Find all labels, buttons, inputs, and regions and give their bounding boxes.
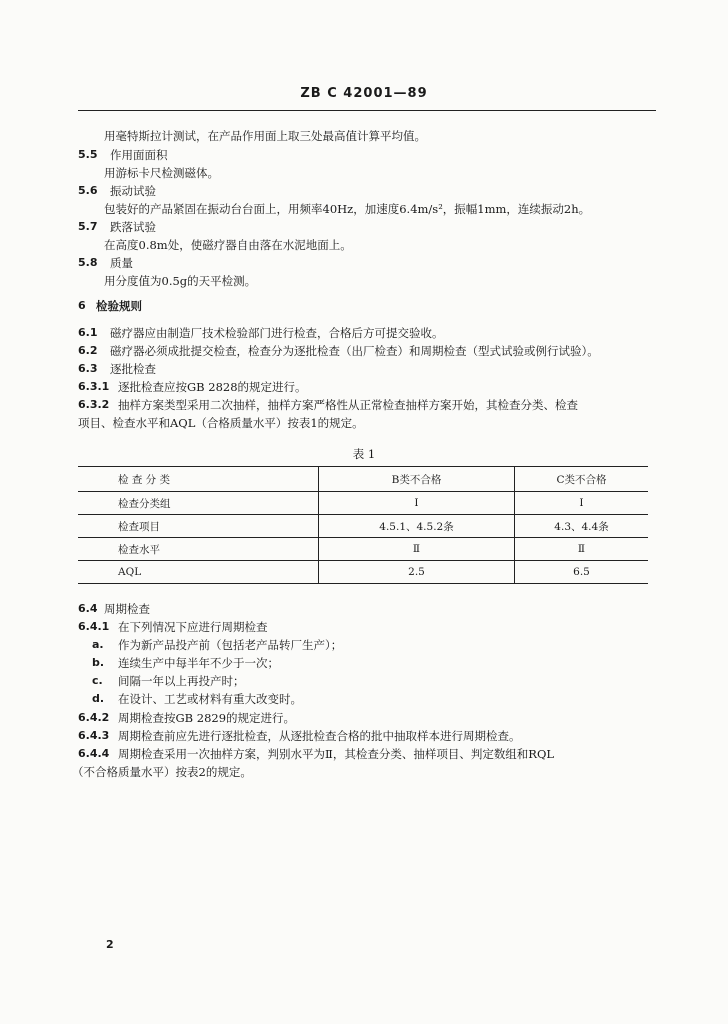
- section-5-7-number: 5.7: [78, 220, 98, 233]
- item-6-4-1-text: 在下列情况下应进行周期检查: [118, 620, 268, 634]
- table-row: [78, 561, 648, 584]
- item-6-4-3-text: 周期检查前应先进行逐批检查，从逐批检查合格的批中抽取样本进行周期检查。: [118, 729, 521, 743]
- item-6-1-text: 磁疗器应由制造厂技术检验部门进行检查，合格后方可提交验收。: [110, 326, 444, 340]
- item-6-2-number: 6.2: [78, 344, 98, 357]
- item-6-4-2-text: 周期检查按GB 2829的规定进行。: [118, 711, 296, 725]
- item-6-3-text: 逐批检查: [110, 362, 156, 376]
- section-5-6-number: 5.6: [78, 184, 98, 197]
- section-5-6-title: 振动试验: [110, 184, 156, 198]
- table-1: [78, 466, 648, 584]
- section-5-5-body: 用游标卡尺检测磁体。: [104, 166, 219, 180]
- table-row: [78, 515, 648, 538]
- item-6-3-1-number: 6.3.1: [78, 380, 110, 393]
- table-cell: 检查水平: [78, 538, 319, 561]
- table-cell: Ⅰ: [319, 492, 515, 515]
- intro-line: 用毫特斯拉计测试，在产品作用面上取三处最高值计算平均值。: [104, 129, 426, 143]
- table-1-caption: 表 1: [352, 447, 376, 461]
- item-6-3-2-number: 6.3.2: [78, 398, 110, 411]
- section-5-8-body: 用分度值为0.5g的天平检测。: [104, 274, 257, 288]
- table-cell: 4.3、4.4条: [515, 515, 649, 538]
- item-6-3-number: 6.3: [78, 362, 98, 375]
- item-6-4-3-number: 6.4.3: [78, 729, 110, 742]
- section-5-8-title: 质量: [110, 256, 133, 270]
- table-header-class-c: C类不合格: [515, 467, 649, 492]
- list-item-b-label: b.: [92, 656, 105, 669]
- item-6-4-4-continuation: （不合格质量水平）按表2的规定。: [72, 765, 252, 779]
- list-item-a-label: a.: [92, 638, 104, 651]
- section-5-6-body: 包装好的产品紧固在振动台台面上，用频率40Hz，加速度6.4m/s²，振幅1mm，连续振动2h。: [104, 202, 591, 216]
- item-6-4-2-number: 6.4.2: [78, 711, 110, 724]
- section-5-7-body: 在高度0.8m处，使磁疗器自由落在水泥地面上。: [104, 238, 352, 252]
- table-cell: Ⅱ: [319, 538, 515, 561]
- list-item-c-label: c.: [92, 674, 103, 687]
- page-number: 2: [106, 938, 114, 951]
- table-cell: 6.5: [515, 561, 649, 584]
- section-5-8-number: 5.8: [78, 256, 98, 269]
- table-cell: Ⅱ: [515, 538, 649, 561]
- table-cell: 4.5.1、4.5.2条: [319, 515, 515, 538]
- header-rule: [78, 110, 656, 111]
- table-cell: Ⅰ: [515, 492, 649, 515]
- list-item-a-text: 作为新产品投产前（包括老产品转厂生产）；: [118, 638, 343, 652]
- table-row: [78, 492, 648, 515]
- item-6-4-number: 6.4: [78, 602, 98, 615]
- item-6-4-1-number: 6.4.1: [78, 620, 110, 633]
- standard-code-header: ZB C 42001—89: [300, 86, 428, 101]
- item-6-3-2-continuation: 项目、检查水平和AQL（合格质量水平）按表1的规定。: [78, 416, 364, 430]
- list-item-d-text: 在设计、工艺或材料有重大改变时。: [118, 692, 302, 706]
- chapter-6-title: 检验规则: [96, 299, 142, 313]
- section-5-5-title: 作用面面积: [110, 148, 168, 162]
- section-5-5-number: 5.5: [78, 148, 98, 161]
- list-item-d-label: d.: [92, 692, 105, 705]
- table-row: [78, 538, 648, 561]
- table-header-category: 检 查 分 类: [78, 467, 319, 492]
- section-5-7-title: 跌落试验: [110, 220, 156, 234]
- item-6-1-number: 6.1: [78, 326, 98, 339]
- item-6-4-4-text: 周期检查采用一次抽样方案，判别水平为Ⅱ，其检查分类、抽样项目、判定数组和RQL: [118, 747, 555, 761]
- table-cell: 检查分类组: [78, 492, 319, 515]
- list-item-c-text: 间隔一年以上再投产时；: [118, 674, 245, 688]
- table-header-class-b: B类不合格: [319, 467, 515, 492]
- item-6-4-4-number: 6.4.4: [78, 747, 110, 760]
- item-6-2-text: 磁疗器必须成批提交检查，检查分为逐批检查（出厂检查）和周期检查（型式试验或例行试验）。: [110, 344, 599, 358]
- list-item-b-text: 连续生产中每半年不少于一次；: [118, 656, 279, 670]
- table-cell: AQL: [78, 561, 319, 584]
- table-cell: 检查项目: [78, 515, 319, 538]
- item-6-3-1-text: 逐批检查应按GB 2828的规定进行。: [118, 380, 307, 394]
- chapter-6-number: 6: [78, 299, 86, 312]
- item-6-4-title: 周期检查: [104, 602, 150, 616]
- table-cell: 2.5: [319, 561, 515, 584]
- table-header-row: [78, 467, 648, 492]
- item-6-3-2-text: 抽样方案类型采用二次抽样，抽样方案严格性从正常检查抽样方案开始，其检查分类、检查: [118, 398, 578, 412]
